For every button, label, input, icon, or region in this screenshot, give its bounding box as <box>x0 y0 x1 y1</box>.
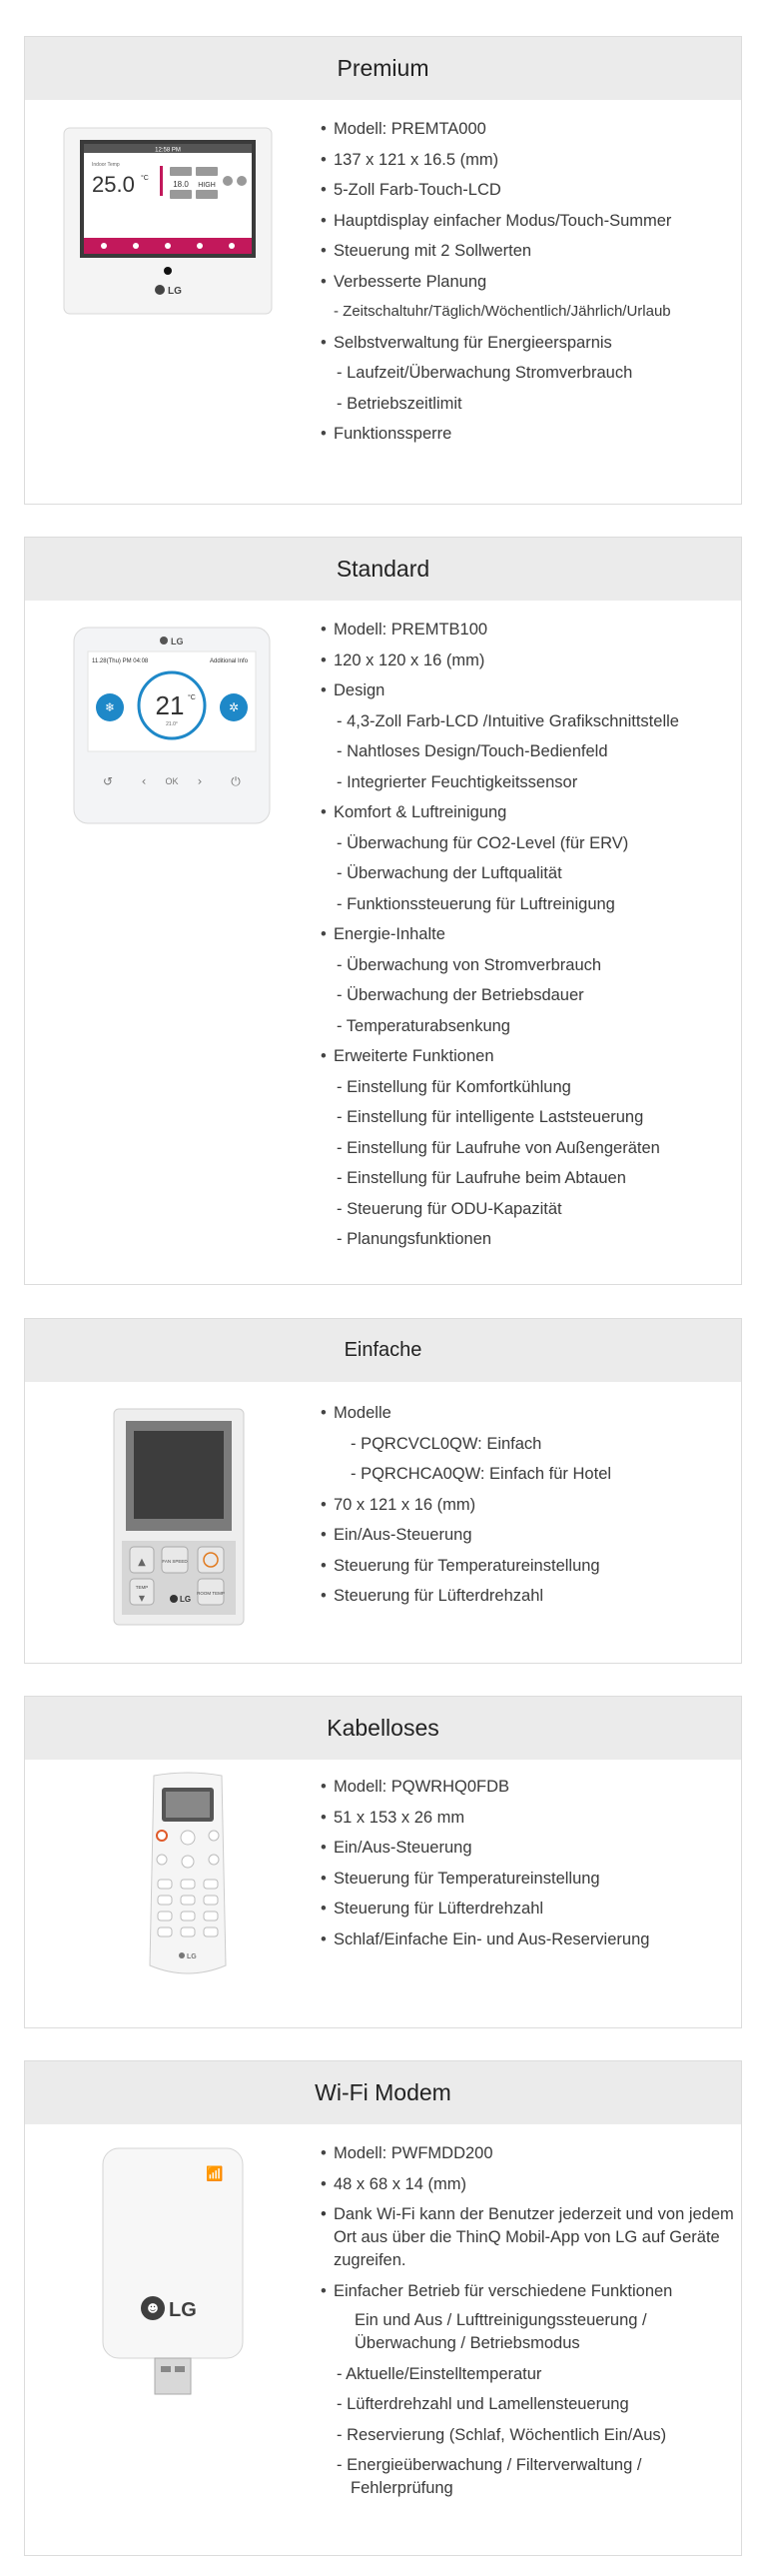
spec-item: • Modell: PWFMDD200 <box>321 2138 744 2169</box>
spec-subitem: - Integrierter Feuchtigkeitssensor <box>321 767 679 798</box>
svg-text:✲: ✲ <box>228 700 240 714</box>
screen-unit: °C <box>141 175 149 182</box>
section-title-standard: Standard <box>25 538 741 601</box>
spec-subitem: - Laufzeit/Überwachung Stromverbrauch <box>321 358 671 389</box>
svg-text:›: › <box>197 774 203 788</box>
screen-setpoint: 18.0 <box>173 180 189 189</box>
wifi-icon: 📶 <box>206 2166 224 2182</box>
spec-subitem: Ein und Aus / Lufttreinigungssteuerung / Überwachung / Betriebsmodus <box>355 2310 647 2352</box>
spec-list-kabelloses <box>321 1772 649 1954</box>
product-card-premium <box>24 36 742 505</box>
spec-subitem: - Energieüberwachung / Filterverwaltung / Fehlerprüfung <box>321 2454 740 2500</box>
svg-text:▲: ▲ <box>138 1557 146 1568</box>
product-card-kabelloses <box>24 1696 742 2028</box>
section-title-einfache: Einfache <box>25 1319 741 1382</box>
spec-item: • Einfacher Betrieb für verschiedene Funktionen <box>321 2276 744 2307</box>
spec-subitem: - Funktionssteuerung für Luftreinigung <box>321 889 679 920</box>
screen-temp: 21 <box>155 690 185 720</box>
spec-subitem: - Reservierung (Schlaf, Wöchentlich Ein/Aus) <box>321 2420 744 2451</box>
product-card-wifi-modem <box>24 2060 742 2556</box>
spec-subitem: - Lüfterdrehzahl und Lamellensteuerung <box>321 2389 744 2420</box>
screen-unit: °C <box>188 694 196 701</box>
spec-item-multiline: • Dank Wi-Fi kann der Benutzer jederzeit und von jedem Ort aus über die ThinQ Mobil-App von LG auf Geräte zugreifen. <box>321 2203 743 2272</box>
spec-item: • Selbstverwaltung für Energieersparnis <box>321 328 671 359</box>
spec-item: • Steuerung für Temperatureinstellung <box>321 1864 649 1895</box>
spec-item: • Erweiterte Funktionen <box>321 1041 679 1072</box>
svg-text:‹: ‹ <box>141 774 147 788</box>
spec-subitem: - Einstellung für Laufruhe beim Abtauen <box>321 1163 679 1194</box>
spec-subitem: - PQRCHCA0QW: Einfach für Hotel <box>321 1459 611 1490</box>
spec-item: • Ein/Aus-Steuerung <box>321 1833 649 1864</box>
premium-controller-image <box>62 126 274 316</box>
spec-list-einfache <box>321 1398 611 1612</box>
spec-subitem: - 4,3-Zoll Farb-LCD /Intuitive Grafikschnittstelle <box>321 706 679 737</box>
spec-subitem: - Temperaturabsenkung <box>321 1011 679 1042</box>
screen-sub: 21.0° <box>166 721 178 727</box>
spec-subitem: - Einstellung für Komfortkühlung <box>321 1072 679 1103</box>
svg-text:▼: ▼ <box>138 1594 146 1603</box>
spec-subitem: - Überwachung der Luftqualität <box>321 858 679 889</box>
spec-item: • Steuerung für Lüfterdrehzahl <box>321 1581 611 1612</box>
spec-subitem: - Überwachung der Betriebsdauer <box>321 980 679 1011</box>
svg-text:⏻: ⏻ <box>231 774 241 788</box>
spec-item: • Schlaf/Einfache Ein- und Aus-Reservierung <box>321 1925 649 1955</box>
spec-list-wifi-modem <box>321 2138 744 2504</box>
spec-item: • Ein/Aus-Steuerung <box>321 1520 611 1551</box>
product-card-standard <box>24 537 742 1285</box>
spec-subitem: - Zeitschaltuhr/Täglich/Wöchentlich/Jährlich/Urlaub <box>321 297 671 328</box>
spec-subitem: - Überwachung für CO2-Level (für ERV) <box>321 828 679 859</box>
svg-text:↺: ↺ <box>102 774 114 788</box>
screen-label: Indoor Temp <box>92 162 120 168</box>
einfache-controller-image <box>112 1407 246 1627</box>
device-brand-logo: LG <box>180 1595 192 1604</box>
screen-time: 12:58 PM <box>155 147 181 154</box>
spec-subitem: - Nahtloses Design/Touch-Bedienfeld <box>321 736 679 767</box>
kabelloses-remote-image <box>140 1770 236 1983</box>
screen-date: 11.28(Thu) PM 04:08 <box>92 658 149 664</box>
spec-item: • Steuerung für Lüfterdrehzahl <box>321 1894 649 1925</box>
section-title-wifi-modem: Wi-Fi Modem <box>25 2061 741 2124</box>
spec-item: • 137 x 121 x 16.5 (mm) <box>321 145 671 176</box>
device-brand-logo: LG <box>169 2299 197 2321</box>
section-title-kabelloses: Kabelloses <box>25 1697 741 1760</box>
spec-item: • Komfort & Luftreinigung <box>321 797 679 828</box>
screen-info: Additional Info <box>210 658 249 664</box>
section-title-premium: Premium <box>25 37 741 100</box>
device-brand-logo: LG <box>187 1953 197 1960</box>
ok-label: OK <box>165 776 179 786</box>
spec-item: • 51 x 153 x 26 mm <box>321 1803 649 1834</box>
spec-item: • 120 x 120 x 16 (mm) <box>321 645 679 676</box>
product-card-einfache <box>24 1318 742 1664</box>
spec-item: • Steuerung mit 2 Sollwerten <box>321 236 671 267</box>
spec-item: • 48 x 68 x 14 (mm) <box>321 2169 744 2200</box>
spec-item: • 5-Zoll Farb-Touch-LCD <box>321 175 671 206</box>
spec-list-standard <box>321 615 679 1255</box>
spec-subitem: - Planungsfunktionen <box>321 1224 679 1255</box>
device-brand-logo: LG <box>168 286 182 297</box>
standard-controller-image <box>72 626 272 825</box>
spec-item: • Steuerung für Temperatureinstellung <box>321 1551 611 1582</box>
spec-list-premium <box>321 114 671 450</box>
btn-temp-label: TEMP <box>135 1585 149 1590</box>
btn-fan-label: FAN SPEED <box>162 1559 188 1564</box>
spec-subitem: - Aktuelle/Einstelltemperatur <box>321 2359 744 2390</box>
wifi-modem-image <box>99 2144 247 2406</box>
spec-item: • Modell: PREMTB100 <box>321 615 679 645</box>
spec-subitem: - PQRCVCL0QW: Einfach <box>321 1429 611 1460</box>
btn-room-label: ROOM TEMP <box>197 1591 225 1596</box>
spec-subitem: - Einstellung für intelligente Laststeuerung <box>321 1102 679 1133</box>
spec-item: • Hauptdisplay einfacher Modus/Touch-Summer <box>321 206 671 237</box>
svg-text:❄: ❄ <box>104 700 116 714</box>
device-brand-logo: LG <box>171 637 184 646</box>
spec-subitem: - Betriebszeitlimit <box>321 389 671 420</box>
spec-item: • Funktionssperre <box>321 419 671 450</box>
spec-item: • Modell: PQWRHQ0FDB <box>321 1772 649 1803</box>
spec-subitem: - Einstellung für Laufruhe von Außengeräten <box>321 1133 679 1164</box>
screen-temp: 25.0 <box>92 172 135 197</box>
spec-subitem: - Steuerung für ODU-Kapazität <box>321 1194 679 1225</box>
spec-subitem: - Überwachung von Stromverbrauch <box>321 950 679 981</box>
spec-item: • Modelle <box>321 1398 611 1429</box>
screen-fan: HIGH <box>198 182 216 189</box>
spec-item: • Modell: PREMTA000 <box>321 114 671 145</box>
spec-item: • Design <box>321 675 679 706</box>
svg-text:☻: ☻ <box>147 2302 159 2315</box>
spec-item: • Energie-Inhalte <box>321 919 679 950</box>
spec-item: • 70 x 121 x 16 (mm) <box>321 1490 611 1521</box>
spec-item: • Verbesserte Planung <box>321 267 671 298</box>
